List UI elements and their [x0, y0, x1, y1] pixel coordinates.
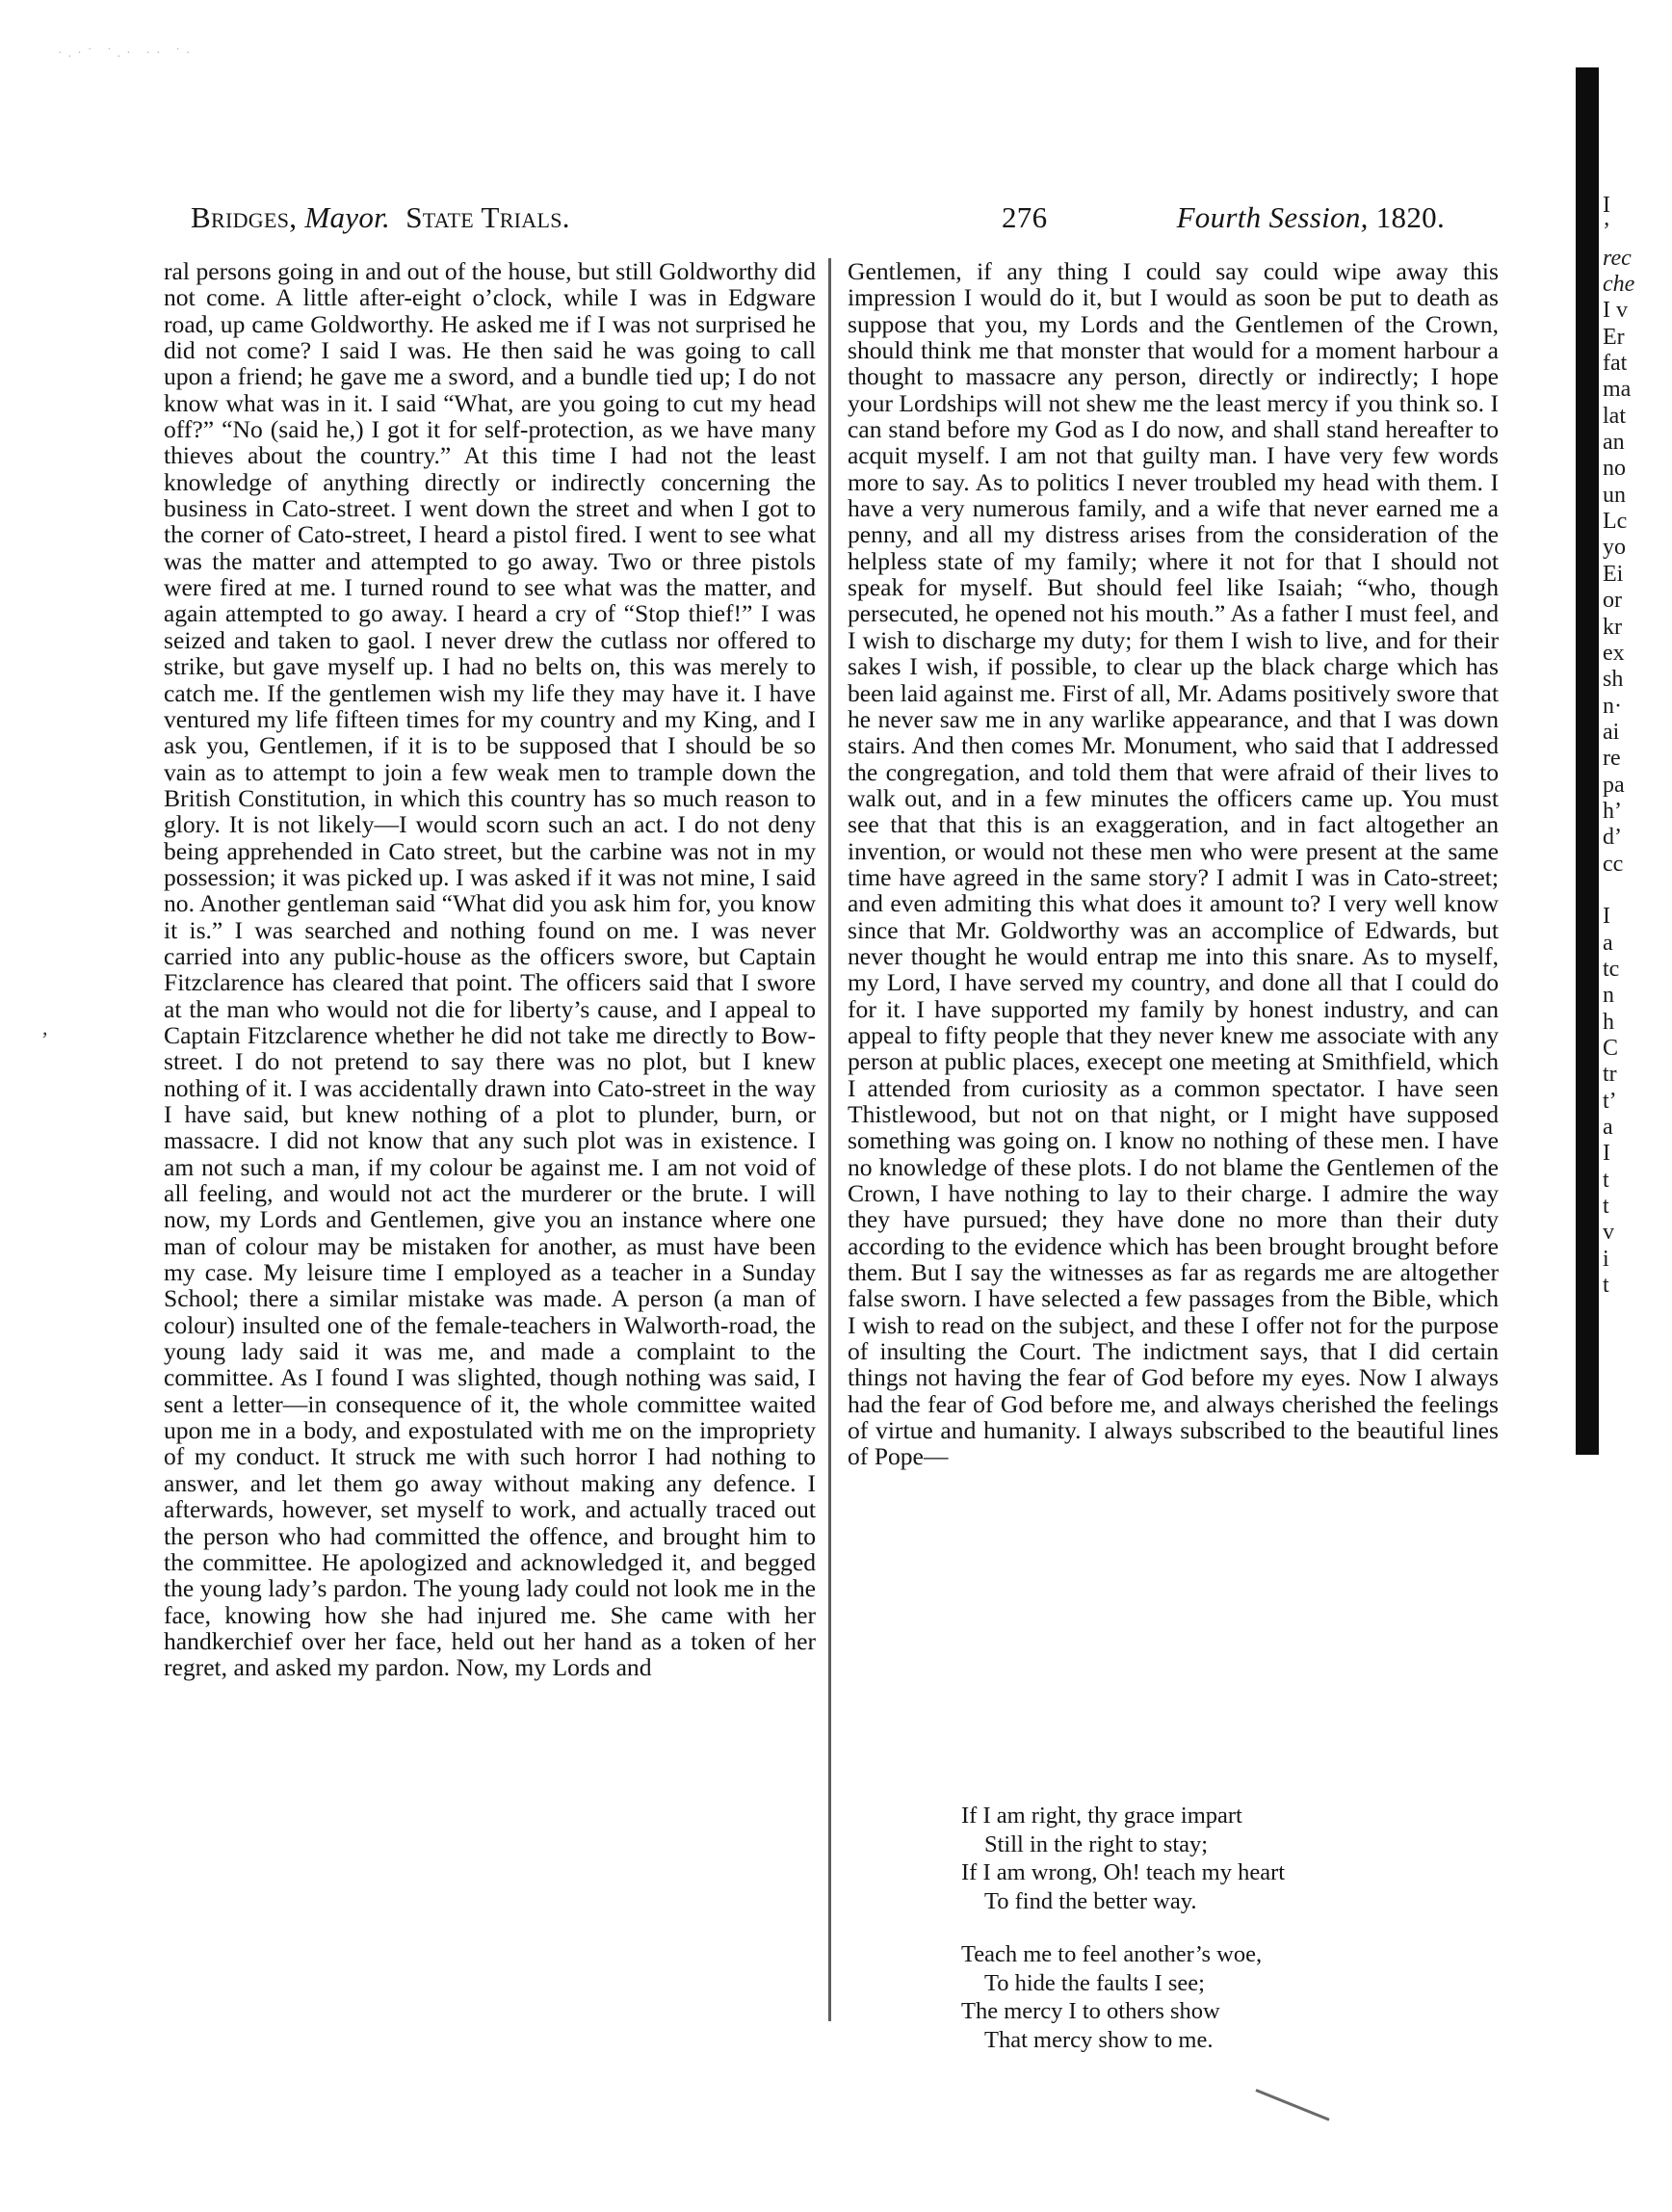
fragment-line: an	[1603, 430, 1625, 456]
fragment-line: lat	[1603, 403, 1626, 429]
header-year: 1820.	[1375, 200, 1445, 234]
poem-line: The mercy I to others show	[961, 1998, 1220, 2024]
fragment-line: h	[1603, 1009, 1614, 1035]
header-title: Mayor.	[304, 200, 391, 234]
fragment-line: no	[1603, 456, 1626, 482]
fragment-line: t	[1603, 1273, 1609, 1299]
fragment-line: I v	[1603, 298, 1628, 324]
fragment-line: un	[1603, 482, 1626, 508]
header-section: State Trials.	[405, 200, 570, 234]
fragment-line: I	[1603, 904, 1610, 930]
fragment-line: C	[1603, 1036, 1619, 1061]
fragment-line: I	[1603, 193, 1610, 218]
left-column-text: ral persons going in and out of the house, but still Goldworthy did not come. A little after-eight o’clock, while I was in Edgware road, up came Goldworthy. He asked me if I was not surprised he did not come? I said I was. He then said he was going to call upon a friend; he gave me a sword, and a bundle tied up; I do not know what was in it. I said “What, are you going to cut my head off?” “No (said he,) I got it for self-protection, as we have many thieves about the country.” At this time I had not the least knowledge of anything directly or indirectly concerning the business in Cato-street. I went down the street and when I got to the corner of Cato-street, I heard a pistol fired. I went to see what was the matter and attempted to go away. Two or three pistols were fired at me. I turned round to see what was the matter, and again attempted to go away. I heard a cry of “Stop thief!” I was seized and taken to gaol. I never drew the cutlass nor offered to strike, but gave myself up. I had no belts on, this was merely to catch me. If the gentlemen wish my life they may have it. I have ventured my life fifteen times for my country and my King, and I ask you, Gentlemen, if it is to be supposed that I should be so vain as to attempt to join a few weak men to trample down the British Constitution, in which this country has so much reason to glory. It is not likely—I would scorn such an act. I do not deny being apprehended in Cato street, but the carbine was not in my possession; it was picked up. I was asked if it was not mine, I said no. Another gentleman said “What did you ask him for, you know it is.” I was searched and nothing found on me. I was never carried into any public-house as the officers swore, but Captain Fitzclarence has cleared that point. The officers said that I swore at the man who would not die for liberty’s cause, and I appeal to Captain Fitzclarence whether he did not take me directly to Bow-street. I do not pretend to say there was no plot, but I knew nothing of it. I was accidentally drawn into Cato-street in the way I have said, but knew nothing of a plot to plunder, burn, or massacre. I did not know that any such plot was in existence. I am not such a man, if my colour be against me. I am not void of all feeling, and would not act the murderer or the brute. I will now, my Lords and Gentlemen, give you an instance where one man of colour may be mistaken for another, as must have been my case. My leisure time I employed as a teacher in a Sunday School; there a similar mistake was made. A person (a man of colour) insulted one of the female-teachers in Walworth-road, the young lady said it was me, and made a complaint to the committee. As I found I was slighted, though nothing was said, I sent a letter—in consequence of it, the whole committee waited upon me in a body, and expostulated with me on the impropriety of my conduct. It struck me with such horror I had nothing to answer, and let them go away without making any defence. I afterwards, however, set myself to work, and actually traced out the person who had committed the offence, and brought him to the committee. He apologized and acknowledged it, and begged the young lady’s pardon. The young lady could not look me in the face, knowing how she had injured me. She came with her handkerchief over her face, held out her hand as a token of her regret, and asked my pardon. Now, my Lords and	[164, 257, 816, 1682]
poem-stanza-1	[961, 1802, 1285, 1915]
left-column	[164, 258, 816, 1681]
poem-stanza-2	[961, 1940, 1285, 2054]
header-session: Fourth Session,	[1176, 200, 1369, 234]
page-number: 276	[1002, 200, 1048, 234]
fragment-line: sh	[1603, 667, 1624, 693]
gutter-shadow	[1576, 67, 1599, 1455]
fragment-line: rec	[1603, 245, 1632, 271]
poem-line: Still in the right to stay;	[984, 1830, 1209, 1857]
fragment-line: tr	[1603, 1062, 1617, 1088]
fragment-line: n	[1603, 983, 1614, 1009]
poem-quotation	[961, 1802, 1285, 2079]
fragment-line: ma	[1603, 377, 1632, 403]
poem-line: If I am wrong, Oh! teach my heart	[961, 1859, 1286, 1885]
header-left	[191, 200, 570, 235]
fragment-line: ex	[1603, 640, 1625, 666]
fragment-line: Ei	[1603, 561, 1624, 587]
fragment-line: t	[1603, 1194, 1609, 1220]
fragment-line: cc	[1603, 851, 1624, 877]
fragment-line: h’	[1603, 798, 1622, 824]
fragment-line: ai	[1603, 719, 1620, 745]
fragment-line: t’	[1603, 1088, 1617, 1114]
pen-stroke-mark	[1255, 2089, 1329, 2120]
fragment-line: ’	[1603, 219, 1610, 245]
fragment-line: i	[1603, 1246, 1609, 1272]
poem-line: To hide the faults I see;	[984, 1969, 1205, 1996]
adjacent-page-fragment	[1599, 193, 1672, 1299]
fragment-line: tc	[1603, 956, 1620, 982]
column-divider	[828, 258, 831, 2021]
fragment-line: n·	[1603, 693, 1622, 719]
fragment-line: Lc	[1603, 509, 1628, 535]
fragment-line: I	[1603, 1141, 1610, 1167]
right-column-text: Gentlemen, if any thing I could say could wipe away this impression I would do it, but I would as soon be put to death as suppose that you, my Lords and the Gentlemen of the Crown, should think me that monster that would for a moment harbour a thought to massacre any person, directly or indirectly; I hope your Lordships will not shew me the least mercy if you think so. I can stand before my God as I do now, and shall stand hereafter to acquit myself. I am not that guilty man. I have very few words more to say. As to politics I never troubled my head with them. I have a very numerous family, and a wife that never earned me a penny, and all my distress arises from the consideration of the helpless state of my family; where it not for that I should not speak for myself. But should feel like Isaiah; “who, though persecuted, he opened not his mouth.” As a father I must feel, and I wish to discharge my duty; for them I wish to live, and for their sakes I wish, if possible, to clear up the black charge which has been laid against me. First of all, Mr. Adams positively swore that he never saw me in any warlike appearance, and that I was down stairs. And then comes Mr. Monument, who said that I addressed the congregation, and told them that were afraid of their lives to walk out, and in a few minutes the officers came up. You must see that that this is an exaggeration, and in fact altogether an invention, or would not these men who were present at the same time have agreed in the same story? I admit I was in Cato-street; and even admiting this what does it amount to? I very well know since that Mr. Goldworthy was an accomplice of Edwards, but never thought he would entrap me into this snare. As to myself, my Lord, I have served my country, and done all that I could do for it. I have supported my family by honest industry, and can appeal to fifty people that they never knew me associate with any person at public places, execept one meeting at Smithfield, which I attended from curiosity as a common spectator. I have seen Thistlewood, but not on that night, or I might have supposed something was going on. I know no nothing of these men. I have no knowledge of these plots. I do not blame the Gentlemen of the Crown, I have nothing to lay to their charge. I admire the way they have pursued; they have done no more than their duty according to the evidence which has been brought brought before them. But I say the witnesses as far as regards me are altogether false sworn. I have selected a few passages from the Bible, which I wish to read on the subject, and these I offer not for the purpose of insulting the Court. The indictment says, that I did certain things not having the fear of God before my eyes. Now I always had the fear of God before me, and always cherished the feelings of virtue and humanity. I always subscribed to the beautiful lines of Pope—	[848, 257, 1499, 1471]
fragment-line: fat	[1603, 351, 1628, 377]
fragment-line: re	[1603, 746, 1621, 772]
fragment-line: a	[1603, 1115, 1613, 1141]
fragment-line: t	[1603, 1167, 1609, 1193]
poem-line: Teach me to feel another’s woe,	[961, 1941, 1263, 1967]
fragment-line: Er	[1603, 324, 1625, 350]
scan-specks: ·.·˙ ˙.· ·· ˙·	[58, 46, 196, 61]
fragment-line: d’	[1603, 825, 1622, 851]
poem-line: That mercy show to me.	[984, 2026, 1214, 2053]
running-header	[191, 200, 1445, 241]
fragment-line	[1599, 878, 1672, 904]
fragment-line: yo	[1603, 535, 1626, 561]
poem-line: If I am right, thy grace impart	[961, 1803, 1242, 1829]
fragment-line: a	[1603, 930, 1613, 956]
poem-line: To find the better way.	[984, 1887, 1197, 1914]
margin-mark: ,	[42, 1015, 48, 1040]
fragment-line: che	[1603, 272, 1635, 298]
right-column	[848, 258, 1499, 1470]
fragment-line: v	[1603, 1220, 1614, 1246]
fragment-line: or	[1603, 588, 1622, 614]
header-name: Bridges,	[191, 200, 298, 234]
fragment-line: kr	[1603, 614, 1622, 640]
fragment-line: pa	[1603, 772, 1625, 798]
header-right	[1177, 200, 1445, 235]
